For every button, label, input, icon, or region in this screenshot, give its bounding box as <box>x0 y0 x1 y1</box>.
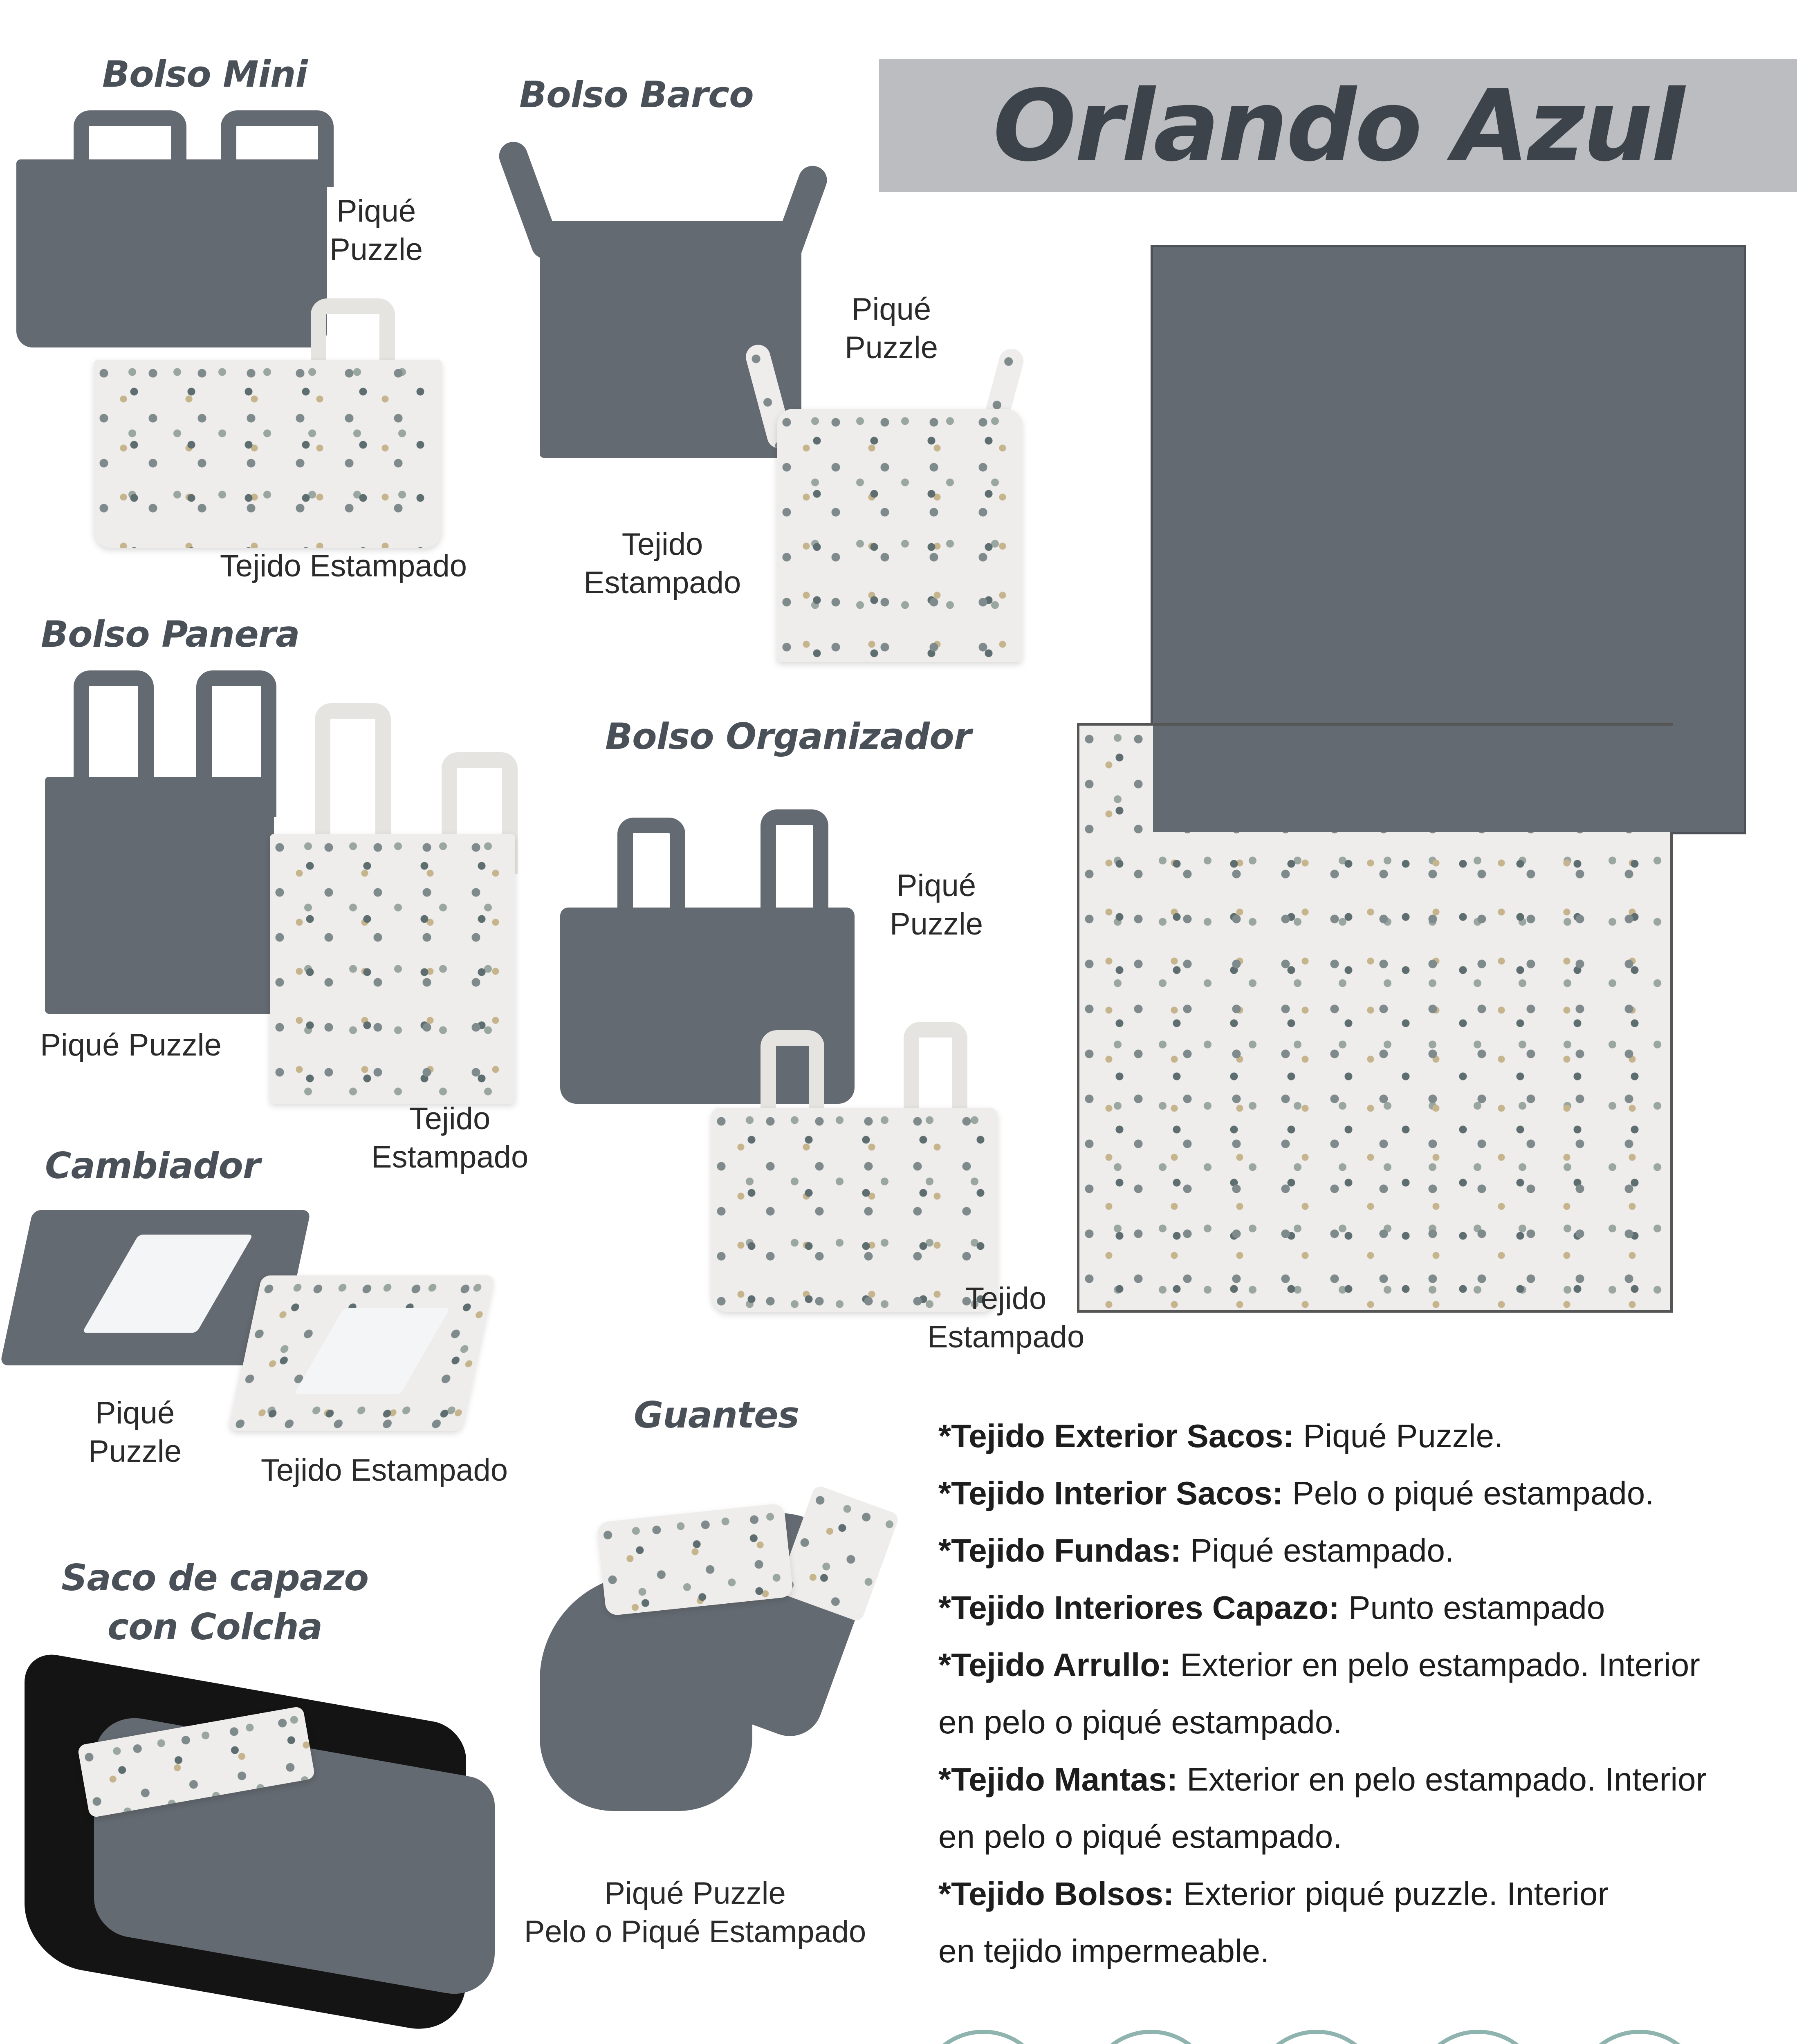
cambiador-grey-label: Piqué Puzzle <box>88 1396 182 1469</box>
spec-line: en pelo o piqué estampado. <box>938 1704 1342 1740</box>
badge-eco-friendly <box>918 2030 1049 2044</box>
bolso-mini-grey-label: Piqué Puzzle <box>329 194 423 267</box>
spec-line: *Tejido Interiores Capazo: Punto estampado <box>938 1589 1605 1626</box>
bolso-mini-print-label: Tejido Estampado <box>220 549 467 583</box>
spec-line: en pelo o piqué estampado. <box>938 1818 1342 1855</box>
section-title-bolso-mini: Bolso Mini <box>102 53 307 95</box>
spec-line: *Tejido Exterior Sacos: Piqué Puzzle. <box>938 1418 1503 1454</box>
section-title-guantes: Guantes <box>634 1394 799 1436</box>
section-title-saco-capazo: Saco de capazo con Colcha <box>61 1557 368 1648</box>
badge-footprint-carbon <box>1574 2030 1705 2044</box>
spec-line: *Tejido Mantas: Exterior en pelo estampado. Interior <box>938 1761 1707 1797</box>
badge-gentle-on-skin <box>1251 2030 1382 2044</box>
section-title-bolso-barco: Bolso Barco <box>519 74 754 116</box>
spec-line: *Tejido Arrullo: Exterior en pelo estampado. Interior <box>938 1647 1700 1683</box>
badge-cruelty-free <box>1086 2030 1216 2044</box>
badge-recycled-fabrics <box>1413 2030 1543 2044</box>
pique-puzzle-swatch-overlay <box>1153 726 1744 832</box>
spec-line: *Tejido Fundas: Piqué estampado. <box>938 1532 1454 1569</box>
cambiador-print-label: Tejido Estampado <box>260 1453 508 1488</box>
spec-line: *Tejido Bolsos: Exterior piqué puzzle. Interior <box>938 1876 1609 1912</box>
bolso-barco-grey-label: Piqué Puzzle <box>844 292 938 365</box>
page-title: Orlando Azul <box>993 68 1683 183</box>
spec-line: en tejido impermeable. <box>938 1933 1270 1969</box>
section-title-cambiador: Cambiador <box>45 1145 260 1187</box>
bolso-organizador-print-label: Tejido Estampado <box>927 1281 1085 1354</box>
section-title-bolso-panera: Bolso Panera <box>41 613 300 655</box>
bolso-panera-print-label: Tejido Estampado <box>371 1101 529 1174</box>
guantes-label: Piqué Puzzle Pelo o Piqué Estampado <box>524 1876 866 1949</box>
bolso-organizador-grey-label: Piqué Puzzle <box>889 868 983 941</box>
spec-line: *Tejido Interior Sacos: Pelo o piqué estampado. <box>938 1475 1654 1511</box>
bolso-panera-grey-label: Piqué Puzzle <box>40 1028 222 1062</box>
bolso-barco-print-label: Tejido Estampado <box>583 527 741 600</box>
section-title-bolso-organizador: Bolso Organizador <box>605 715 971 758</box>
